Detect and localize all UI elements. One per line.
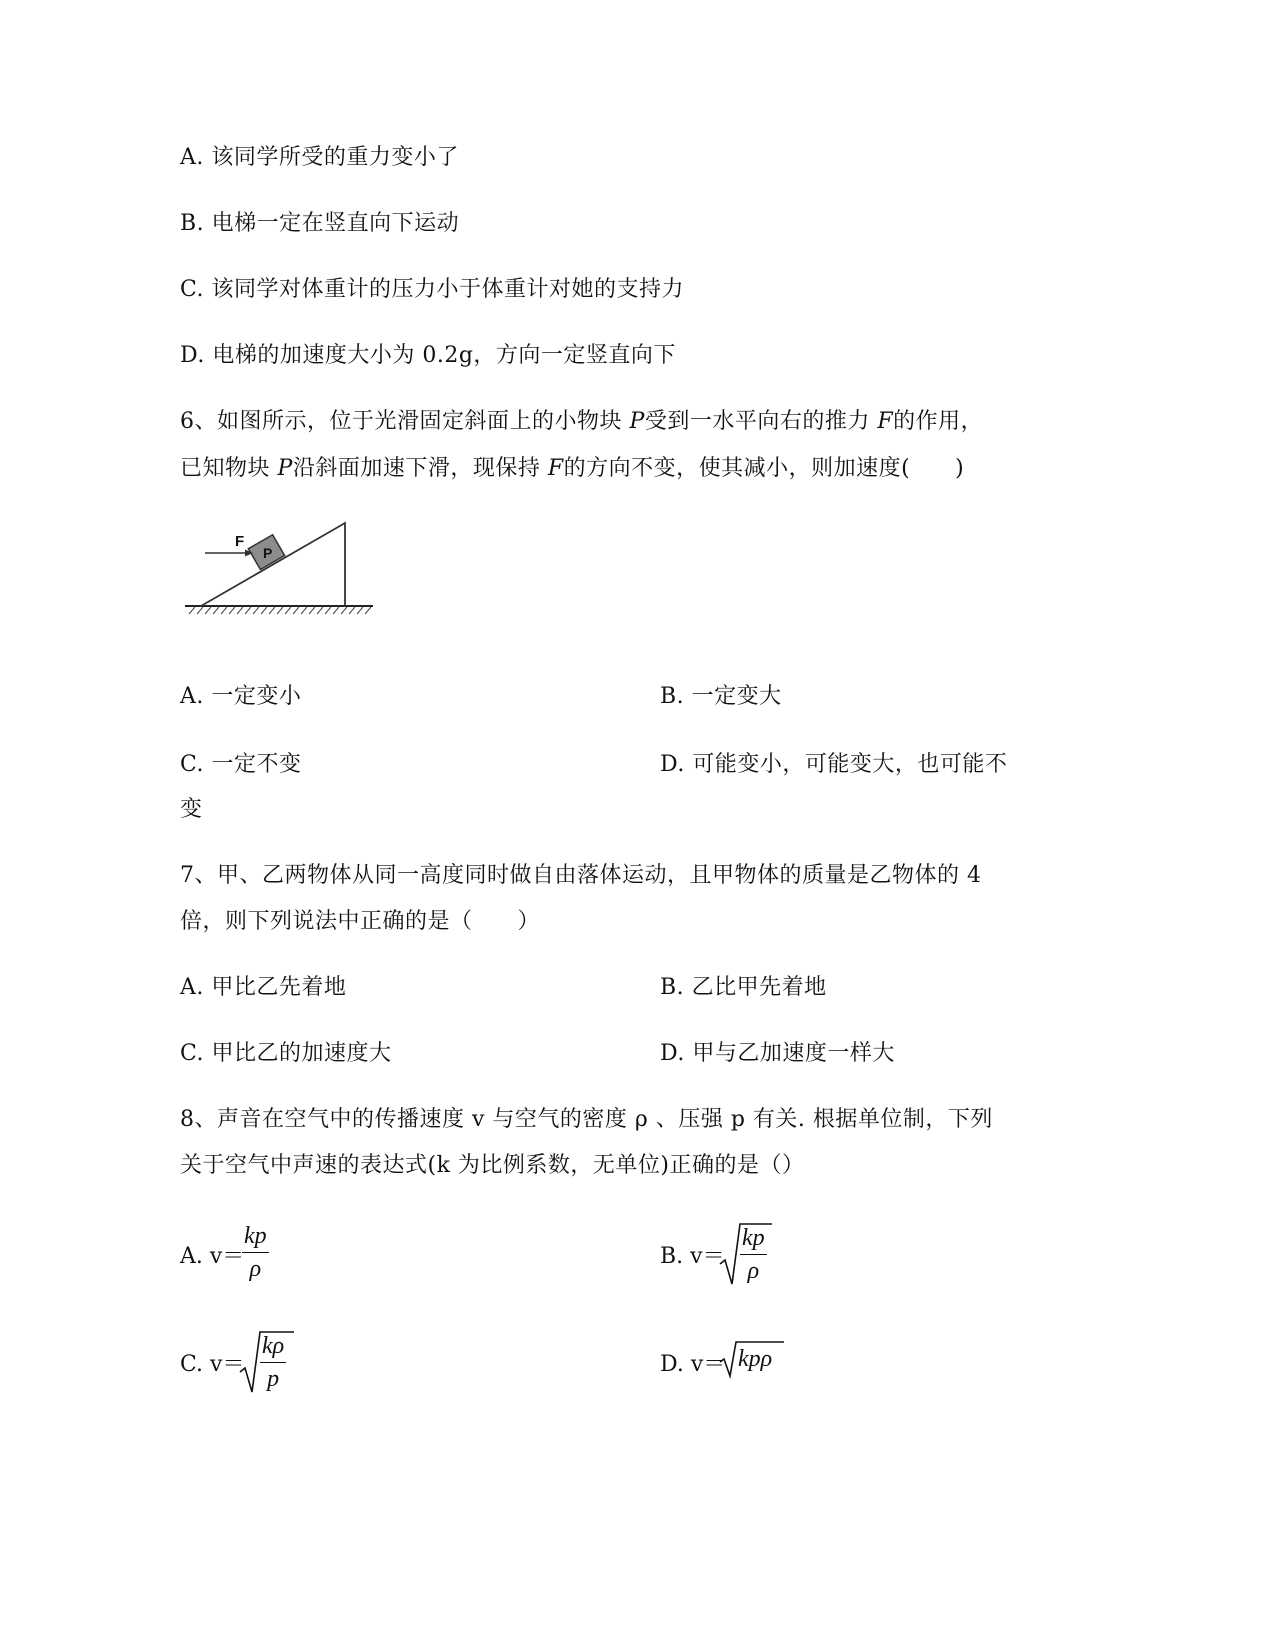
numerator: kρ [262,1333,285,1359]
radicand: kpρ [738,1346,773,1372]
q6-stem-text: 受到一水平向右的推力 [644,409,878,434]
denominator: p [267,1366,280,1392]
q8-option-c [180,1330,310,1400]
square-root [240,1330,294,1396]
q6-var-p: P [277,456,293,481]
q7-option-b: B. 乙比甲先着地 [660,975,827,1000]
fraction-bar [260,1362,286,1363]
fraction [260,1332,286,1393]
numerator: kp [742,1225,765,1251]
square-root [720,1222,772,1288]
q7-stem-line1: 7、甲、乙两物体从同一高度同时做自由落体运动，且甲物体的质量是乙物体的 4 [180,863,982,888]
q5-option-d: D. 电梯的加速度大小为 0.2g，方向一定竖直向下 [180,343,676,368]
q6-option-b: B. 一定变大 [660,684,782,709]
q6-stem-text: 的方向不变，使其减小，则加速度( ) [563,456,965,481]
option-label: B. v＝ [660,1244,725,1269]
q7-option-c: C. 甲比乙的加速度大 [180,1041,392,1066]
denominator: ρ [747,1258,760,1284]
q6-stem-line1 [180,407,983,437]
denominator: ρ [249,1256,262,1282]
q6-stem-line2 [180,454,964,484]
ground-hatching [189,607,371,614]
incline-diagram [185,533,385,628]
q8-stem-line2: 关于空气中声速的表达式(k 为比例系数，无单位)正确的是（） [180,1153,805,1178]
fraction [740,1224,767,1285]
square-root [720,1340,784,1378]
q8-option-b [660,1222,790,1292]
q8-stem-line1: 8、声音在空气中的传播速度 v 与空气的密度 ρ 、压强 p 有关. 根据单位制，下列 [180,1107,993,1132]
q5-option-b: B. 电梯一定在竖直向下运动 [180,211,460,236]
q6-var-p: P [629,409,645,434]
q7-option-d: D. 甲与乙加速度一样大 [660,1041,895,1066]
fraction-bar [242,1252,269,1253]
q6-option-d-line2: 变 [180,797,203,822]
q8-option-d [660,1340,800,1380]
q6-var-f: F [547,456,564,481]
option-label: C. v＝ [180,1352,245,1377]
q5-option-c: C. 该同学对体重计的压力小于体重计对她的支持力 [180,277,685,302]
q6-stem-text: 沿斜面加速下滑，现保持 [292,456,548,481]
option-label: A. v＝ [180,1244,245,1269]
numerator: kp [244,1223,267,1249]
block-label: P [263,545,273,561]
option-label: D. v＝ [660,1352,726,1377]
q5-option-a: A. 该同学所受的重力变小了 [180,145,459,170]
q7-stem-line2: 倍，则下列说法中正确的是（ ） [180,909,541,934]
q6-option-c: C. 一定不变 [180,752,302,777]
fraction [242,1222,269,1283]
q6-stem-text: 6、如图所示，位于光滑固定斜面上的小物块 [180,409,630,434]
fraction-bar [740,1254,767,1255]
q6-stem-text: 的作用， [893,409,984,434]
q6-var-f: F [877,409,894,434]
q6-option-d-line1: D. 可能变小，可能变大，也可能不 [660,752,1008,777]
force-label: F [235,533,245,550]
q6-stem-text: 已知物块 [180,456,278,481]
q7-option-a: A. 甲比乙先着地 [180,975,347,1000]
q8-option-a [180,1222,300,1292]
q6-option-a: A. 一定变小 [180,684,302,709]
